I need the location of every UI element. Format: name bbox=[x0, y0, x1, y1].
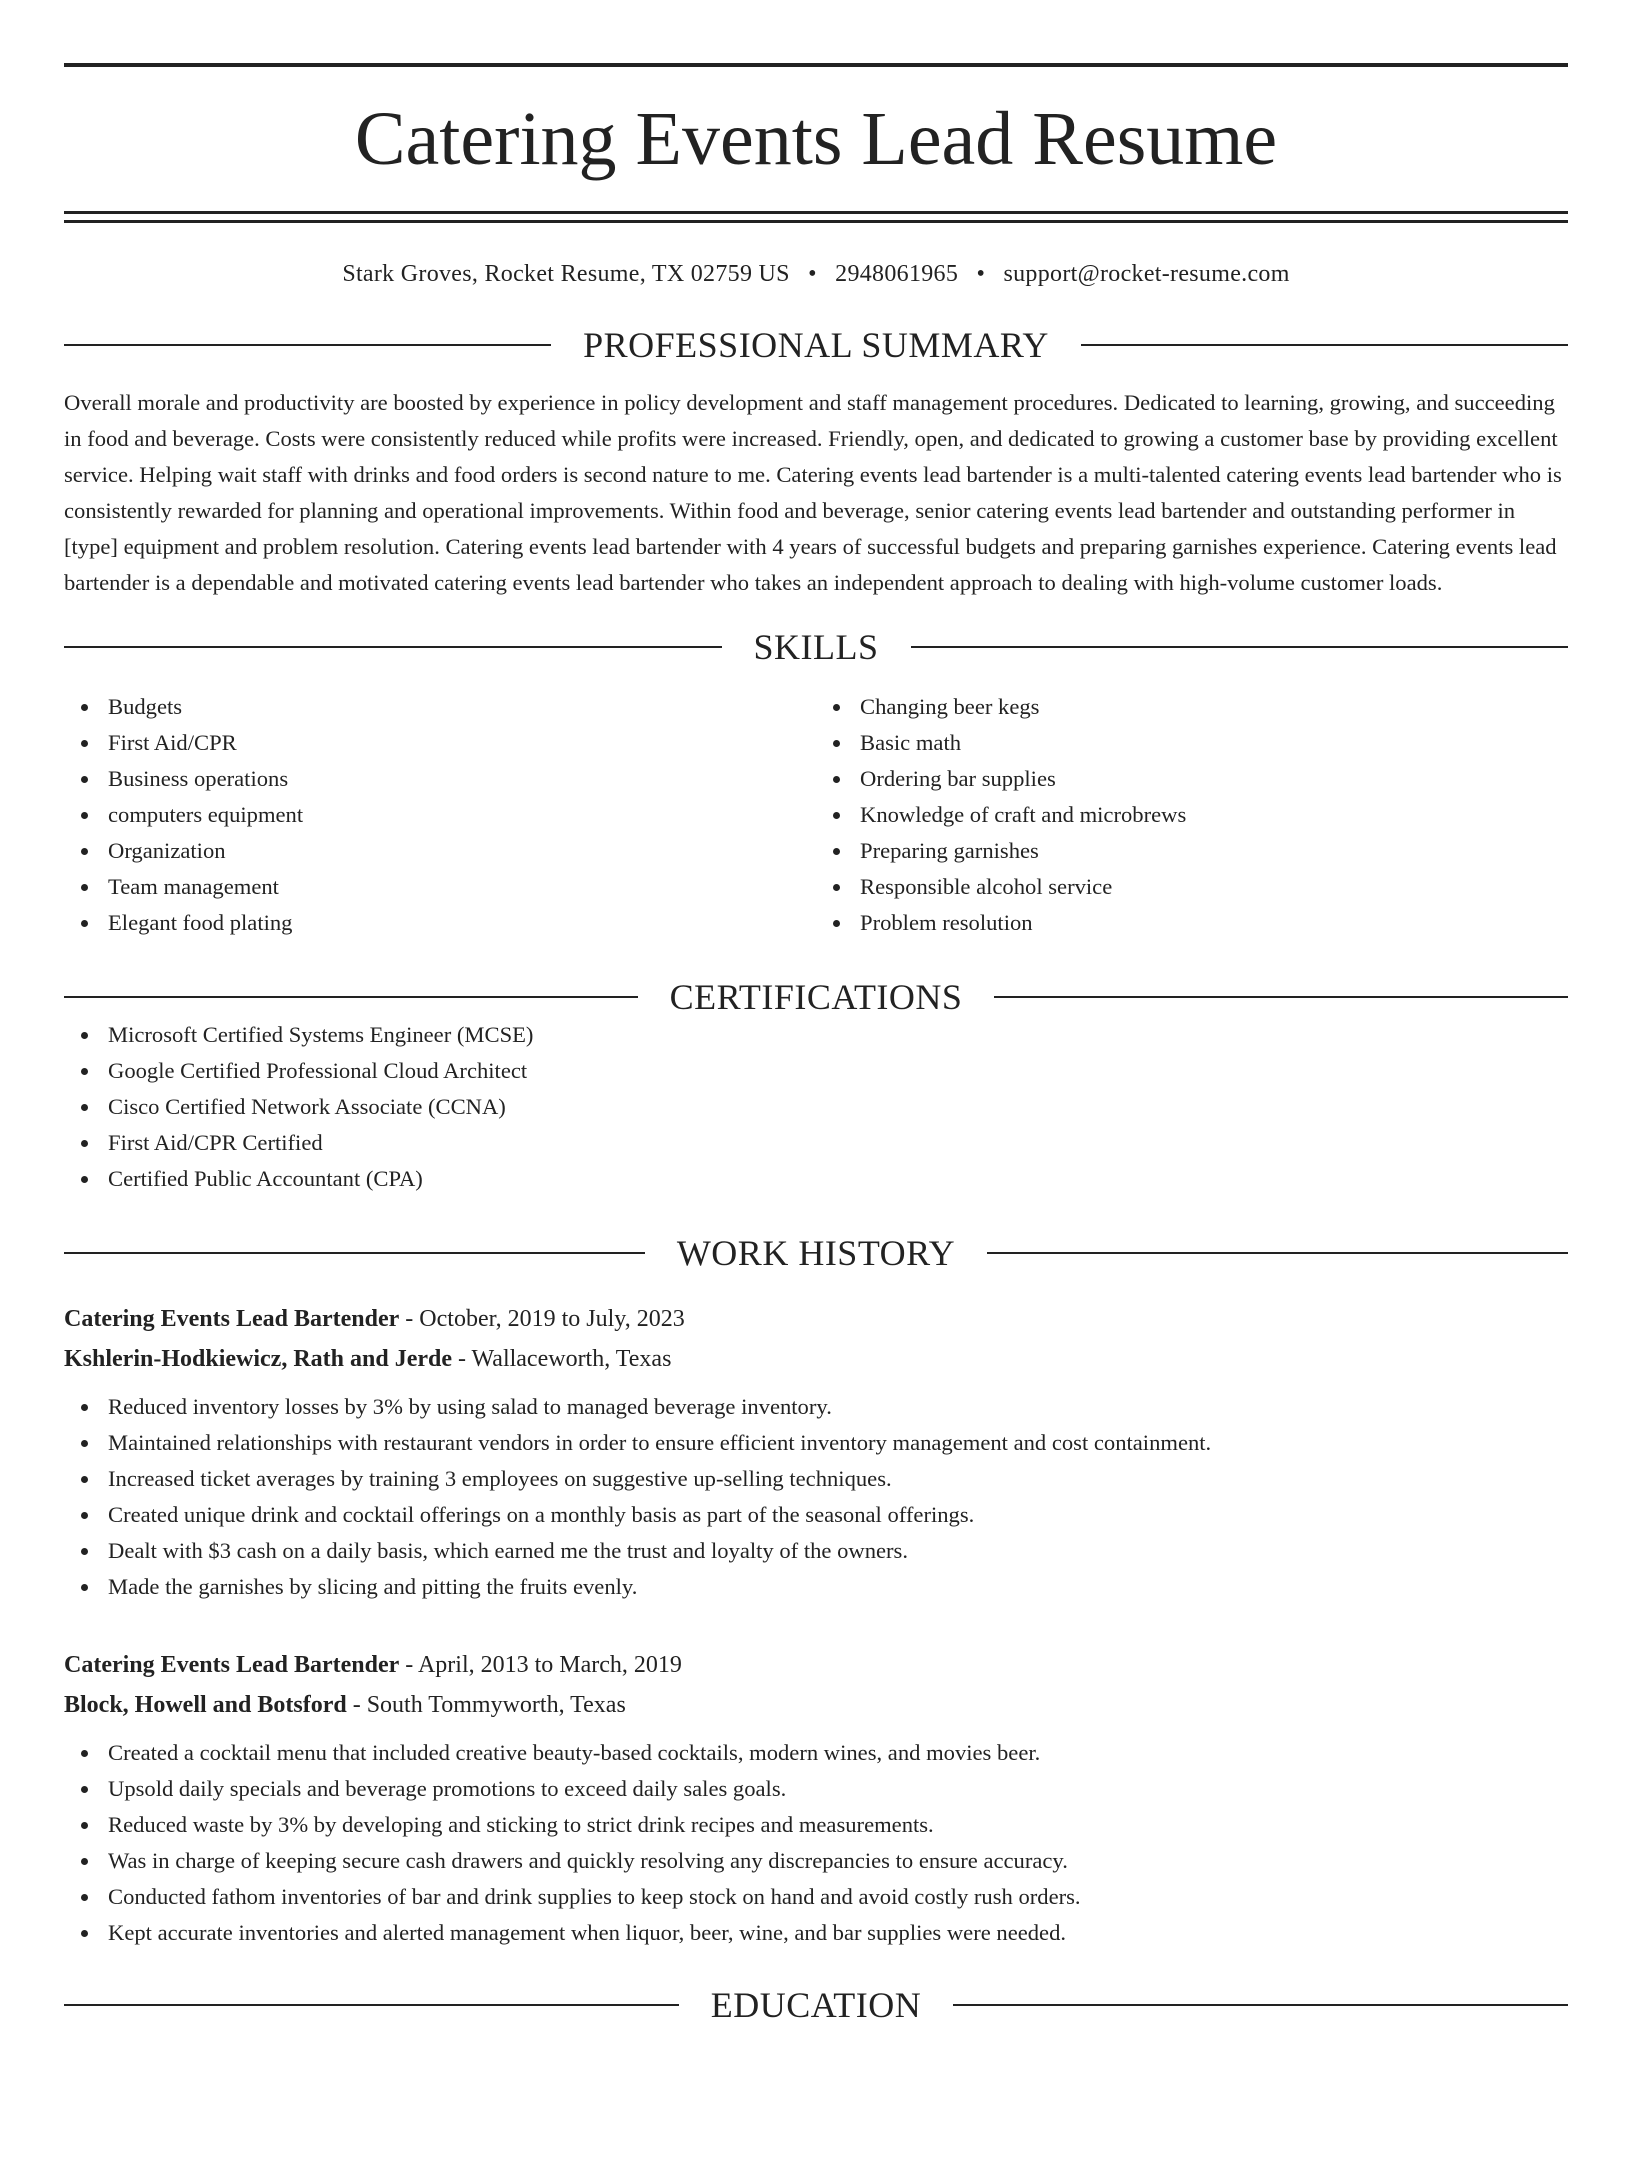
skill-item: Organization bbox=[64, 833, 816, 869]
job-title: Catering Events Lead Bartender bbox=[64, 1652, 400, 1678]
job-company: Block, Howell and Botsford bbox=[64, 1692, 347, 1718]
skills-column-right bbox=[816, 689, 1568, 941]
job-bullets bbox=[64, 1735, 1568, 1951]
job-bullet: Upsold daily specials and beverage promotions to exceed daily sales goals. bbox=[64, 1771, 1568, 1807]
skills-grid bbox=[64, 689, 1568, 941]
job-location: - Wallaceworth, Texas bbox=[452, 1346, 672, 1372]
skill-item: Business operations bbox=[64, 761, 816, 797]
skill-item: Knowledge of craft and microbrews bbox=[816, 797, 1568, 833]
skill-item: Elegant food plating bbox=[64, 905, 816, 941]
resume-title: Catering Events Lead Resume bbox=[354, 97, 1278, 181]
job-bullet: Created a cocktail menu that included creative beauty-based cocktails, modern wines, and movies beer. bbox=[64, 1735, 1568, 1771]
job-bullet: Conducted fathom inventories of bar and drink supplies to keep stock on hand and avoid costly rush orders. bbox=[64, 1879, 1568, 1915]
job-title: Catering Events Lead Bartender bbox=[64, 1306, 400, 1332]
job-bullet: Maintained relationships with restaurant vendors in order to ensure efficient inventory management and cost containment. bbox=[64, 1425, 1568, 1461]
certification-item: Certified Public Accountant (CPA) bbox=[64, 1161, 1568, 1197]
job-entry bbox=[64, 1645, 1568, 1951]
skill-item: Changing beer kegs bbox=[816, 689, 1568, 725]
divider-line bbox=[953, 2004, 1568, 2006]
contact-separator: • bbox=[808, 261, 817, 287]
section-header-certifications bbox=[64, 977, 1568, 1017]
job-bullet: Made the garnishes by slicing and pitting the fruits evenly. bbox=[64, 1569, 1568, 1605]
job-location: - South Tommyworth, Texas bbox=[346, 1692, 626, 1718]
skill-item: Team management bbox=[64, 869, 816, 905]
job-dates: - April, 2013 to March, 2019 bbox=[399, 1652, 682, 1678]
summary-text: Overall morale and productivity are boosted by experience in policy development and staff management procedures. Dedicated to learning, growing, and succeeding in food and beverage. Costs were consistently reduced while profits were increased. Friendly, open, and dedicated to growing a customer base by providing excellent service. Helping wait staff with drinks and food orders is second nature to me. Catering events lead bartender is a multi-talented catering events lead bartender who is consistently rewarded for planning and operational improvements. Within food and beverage, senior catering events lead bartender and outstanding performer in [type] equipment and problem resolution. Catering events lead bartender with 4 years of successful budgets and preparing garnishes experience. Catering events lead bartender is a dependable and motivated catering events lead bartender who takes an independent approach to dealing with high-volume customer loads. bbox=[64, 390, 1562, 595]
top-rule bbox=[64, 63, 1568, 67]
section-header-education bbox=[64, 1985, 1568, 2025]
job-bullets bbox=[64, 1389, 1568, 1605]
job-bullet: Reduced waste by 3% by developing and sticking to strict drink recipes and measurements. bbox=[64, 1807, 1568, 1843]
section-title-skills: SKILLS bbox=[753, 627, 879, 667]
skill-item: computers equipment bbox=[64, 797, 816, 833]
section-title-work-history: WORK HISTORY bbox=[676, 1233, 956, 1273]
divider-line bbox=[987, 1252, 1568, 1254]
section-header-work-history bbox=[64, 1233, 1568, 1273]
job-company-line bbox=[64, 1339, 1568, 1379]
skill-item: Preparing garnishes bbox=[816, 833, 1568, 869]
section-header-summary bbox=[64, 325, 1568, 365]
job-company-line bbox=[64, 1685, 1568, 1725]
title-double-rule bbox=[64, 211, 1568, 223]
contact-email[interactable]: support@rocket-resume.com bbox=[1003, 261, 1290, 287]
certification-item: First Aid/CPR Certified bbox=[64, 1125, 1568, 1161]
job-title-line bbox=[64, 1645, 1568, 1685]
contact-line bbox=[64, 259, 1568, 289]
skill-item: Responsible alcohol service bbox=[816, 869, 1568, 905]
contact-address: Stark Groves, Rocket Resume, TX 02759 US bbox=[342, 261, 790, 287]
job-dates: - October, 2019 to July, 2023 bbox=[399, 1306, 685, 1332]
skill-item: First Aid/CPR bbox=[64, 725, 816, 761]
section-title-certifications: CERTIFICATIONS bbox=[669, 977, 963, 1017]
job-bullet: Created unique drink and cocktail offerings on a monthly basis as part of the seasonal offerings. bbox=[64, 1497, 1568, 1533]
skills-list-right bbox=[816, 689, 1568, 941]
job-bullet: Reduced inventory losses by 3% by using salad to managed beverage inventory. bbox=[64, 1389, 1568, 1425]
contact-separator: • bbox=[976, 261, 986, 287]
section-title-summary: PROFESSIONAL SUMMARY bbox=[583, 325, 1049, 365]
divider-line bbox=[64, 344, 551, 346]
divider-line bbox=[64, 2004, 679, 2006]
divider-line bbox=[64, 996, 638, 998]
divider-line bbox=[64, 1252, 645, 1254]
job-bullet: Was in charge of keeping secure cash drawers and quickly resolving any discrepancies to ensure accuracy. bbox=[64, 1843, 1568, 1879]
divider-line bbox=[1081, 344, 1568, 346]
job-entry bbox=[64, 1299, 1568, 1605]
divider-line bbox=[64, 646, 722, 648]
section-header-skills bbox=[64, 627, 1568, 667]
job-bullet: Kept accurate inventories and alerted management when liquor, beer, wine, and bar supplies were needed. bbox=[64, 1915, 1568, 1951]
divider-line bbox=[911, 646, 1569, 648]
skill-item: Basic math bbox=[816, 725, 1568, 761]
certification-item: Google Certified Professional Cloud Architect bbox=[64, 1053, 1568, 1089]
certification-item: Microsoft Certified Systems Engineer (MCSE) bbox=[64, 1017, 1568, 1053]
certifications-list bbox=[64, 1017, 1568, 1197]
certification-item: Cisco Certified Network Associate (CCNA) bbox=[64, 1089, 1568, 1125]
contact-phone: 2948061965 bbox=[835, 261, 959, 287]
job-bullet: Dealt with $3 cash on a daily basis, which earned me the trust and loyalty of the owners. bbox=[64, 1533, 1568, 1569]
job-company: Kshlerin-Hodkiewicz, Rath and Jerde bbox=[64, 1346, 452, 1372]
job-bullet: Increased ticket averages by training 3 employees on suggestive up-selling techniques. bbox=[64, 1461, 1568, 1497]
section-title-education: EDUCATION bbox=[710, 1985, 922, 2025]
divider-line bbox=[994, 996, 1568, 998]
resume-page bbox=[0, 63, 1632, 2175]
skill-item: Budgets bbox=[64, 689, 816, 725]
skills-list-left bbox=[64, 689, 816, 941]
job-title-line bbox=[64, 1299, 1568, 1339]
skill-item: Problem resolution bbox=[816, 905, 1568, 941]
skill-item: Ordering bar supplies bbox=[816, 761, 1568, 797]
skills-column-left bbox=[64, 689, 816, 941]
